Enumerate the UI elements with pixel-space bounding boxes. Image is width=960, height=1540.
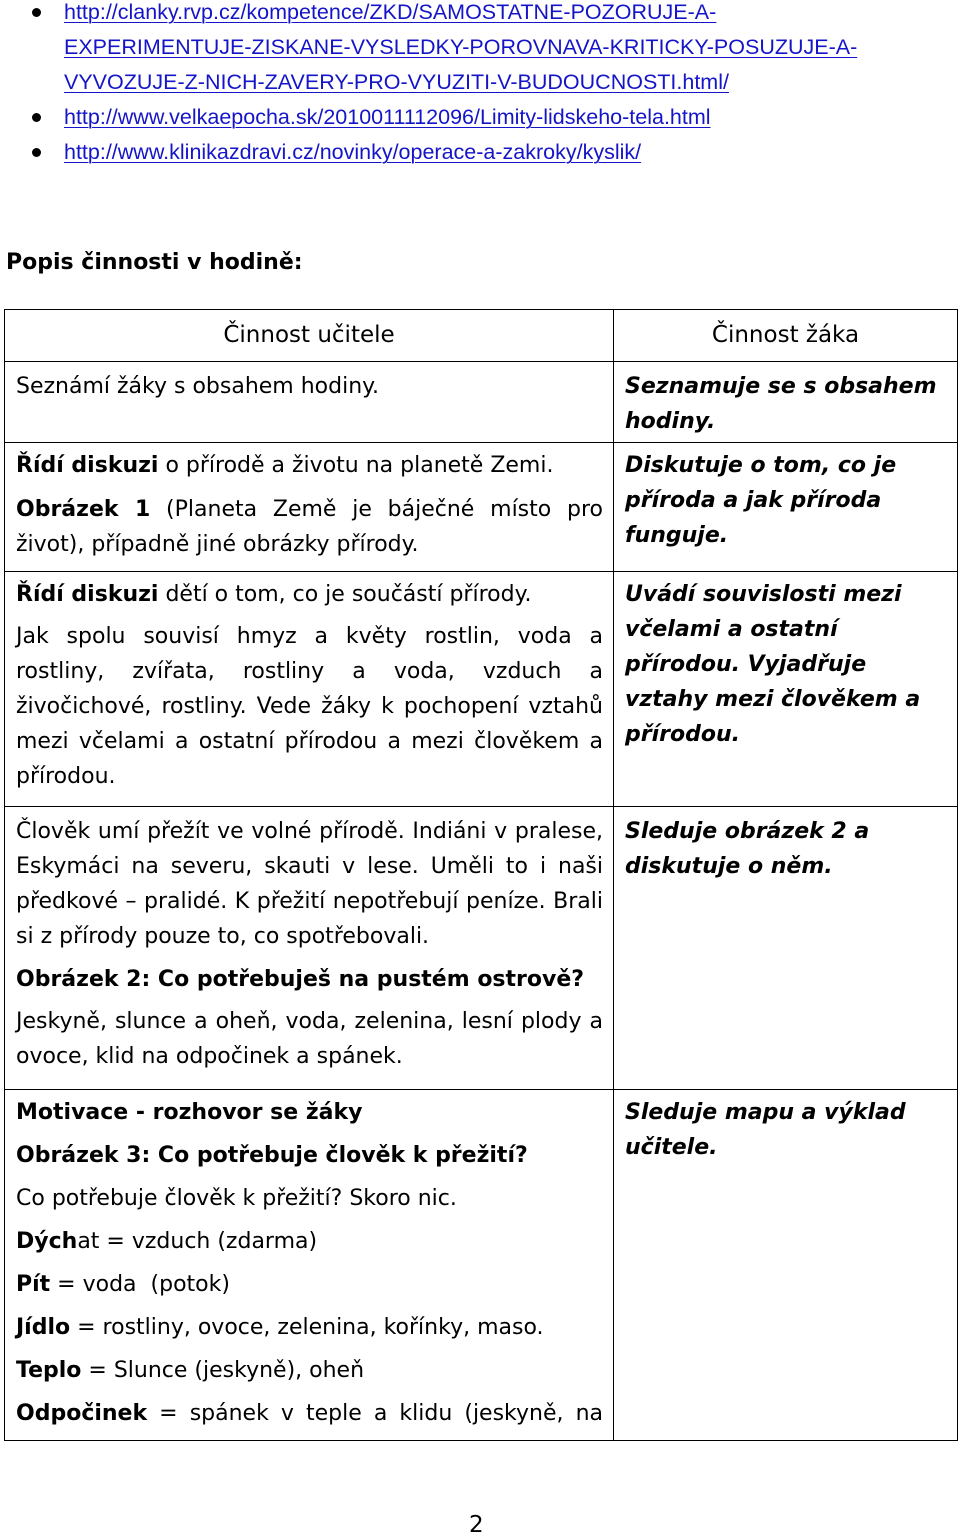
student-text: Sleduje obrázek 2 a diskutuje o něm. <box>625 819 870 879</box>
teacher-bold: Obrázek 2: Co potřebuješ na pustém ostrově? <box>16 967 585 992</box>
link-rvp[interactable] <box>64 0 857 94</box>
teacher-rest: at = vzduch (zdarma) <box>77 1229 318 1254</box>
teacher-text <box>16 1224 603 1259</box>
student-cell <box>614 362 958 443</box>
student-cell <box>614 572 958 807</box>
section-heading: Popis činnosti v hodině: <box>6 250 303 275</box>
teacher-bold: Řídí diskuzi <box>16 582 159 607</box>
teacher-bold: Obrázek 1 <box>16 497 151 522</box>
table-row <box>5 443 958 572</box>
table-row <box>5 1090 958 1441</box>
page-number: 2 <box>469 1512 484 1538</box>
teacher-text <box>16 1396 603 1431</box>
table-header-row <box>5 310 958 362</box>
teacher-rest: = Slunce (jeskyně), oheň <box>81 1358 365 1383</box>
header-student-label: Činnost žáka <box>711 321 860 348</box>
header-teacher <box>5 310 614 362</box>
link-rvp-line3: VYVOZUJE-Z-NICH-ZAVERY-PRO-VYUZITI-V-BUDOUCNOSTI.html/ <box>64 70 729 94</box>
teacher-bold: Jídlo <box>16 1315 71 1340</box>
table-row <box>5 807 958 1090</box>
header-teacher-label: Činnost učitele <box>223 321 395 348</box>
student-cell <box>614 443 958 572</box>
teacher-bold: Řídí diskuzi <box>16 453 159 478</box>
teacher-cell <box>5 807 614 1090</box>
student-text: Diskutuje o tom, co je příroda a jak příroda funguje. <box>625 453 897 548</box>
teacher-text <box>16 962 603 997</box>
link-rvp-line2: EXPERIMENTUJE-ZISKANE-VYSLEDKY-POROVNAVA-KRITICKY-POSUZUJE-A- <box>64 35 858 59</box>
teacher-cell <box>5 1090 614 1441</box>
table-row <box>5 572 958 807</box>
teacher-bold: Motivace - rozhovor se žáky <box>16 1100 363 1125</box>
teacher-text <box>16 577 603 612</box>
teacher-text <box>16 1138 603 1173</box>
header-student <box>614 310 958 362</box>
link-rvp-line1: http://clanky.rvp.cz/kompetence/ZKD/SAMOSTATNE-POZORUJE-A- <box>64 0 717 24</box>
source-links-list <box>0 0 960 170</box>
teacher-rest: = spánek v teple a klidu (jeskyně, na <box>147 1401 603 1426</box>
teacher-text: Seznámí žáky s obsahem hodiny. <box>16 374 380 399</box>
student-text: Sleduje mapu a výklad učitele. <box>625 1100 906 1160</box>
teacher-bold: Teplo <box>16 1358 82 1383</box>
teacher-rest: o přírodě a životu na planetě Zemi. <box>158 453 554 478</box>
teacher-cell <box>5 443 614 572</box>
teacher-text: Jak spolu souvisí hmyz a květy rostlin, voda a rostliny, zvířata, rostliny a voda, vzduch a živočichové, rostliny. Vede žáky k pochopení vztahů mezi včelami a ostatní přírodou a mezi člověkem a přírodou. <box>16 624 603 789</box>
source-link-item <box>0 135 960 170</box>
teacher-bold: Odpočinek <box>16 1401 148 1426</box>
teacher-text <box>16 448 603 483</box>
teacher-bold: Pít <box>16 1272 51 1297</box>
source-link-item <box>0 0 960 100</box>
student-text: Seznamuje se s obsahem hodiny. <box>625 374 937 434</box>
teacher-cell <box>5 572 614 807</box>
teacher-text: Člověk umí přežít ve volné přírodě. Indiáni v pralese, Eskymáci na severu, skauti v lese. Uměli to i naši předkové – pralidé. K přežití nepotřebují peníze. Brali si z přírody pouze to, co spotřebovali. <box>16 819 603 949</box>
link-klinikazdravi[interactable]: http://www.klinikazdravi.cz/novinky/operace-a-zakroky/kyslik/ <box>64 140 642 164</box>
teacher-text <box>16 1310 603 1345</box>
teacher-rest: dětí o tom, co je součástí přírody. <box>158 582 532 607</box>
student-cell <box>614 807 958 1090</box>
teacher-rest: = voda (potok) <box>50 1272 230 1297</box>
teacher-text <box>16 1095 603 1130</box>
link-velkaepocha[interactable]: http://www.velkaepocha.sk/2010011112096/Limity-lidskeho-tela.html <box>64 105 711 129</box>
student-cell <box>614 1090 958 1441</box>
teacher-rest: = rostliny, ovoce, zelenina, kořínky, maso. <box>70 1315 544 1340</box>
teacher-cell <box>5 362 614 443</box>
teacher-text: Co potřebuje člověk k přežití? Skoro nic. <box>16 1186 457 1211</box>
teacher-text <box>16 1267 603 1302</box>
teacher-bold: Obrázek 3: Co potřebuje člověk k přežití? <box>16 1143 528 1168</box>
source-link-item <box>0 100 960 135</box>
teacher-rest: (Planeta Země je báječné místo pro život), případně jiné obrázky přírody. <box>16 497 603 557</box>
table-row <box>5 362 958 443</box>
teacher-bold: Dých <box>16 1229 78 1254</box>
teacher-text <box>16 492 603 562</box>
teacher-text <box>16 1353 603 1388</box>
teacher-text: Jeskyně, slunce a oheň, voda, zelenina, lesní plody a ovoce, klid na odpočinek a spánek. <box>16 1009 603 1069</box>
student-text: Uvádí souvislosti mezi včelami a ostatní přírodou. Vyjadřuje vztahy mezi člověkem a přírodou. <box>625 582 921 747</box>
activity-table <box>4 309 958 1441</box>
